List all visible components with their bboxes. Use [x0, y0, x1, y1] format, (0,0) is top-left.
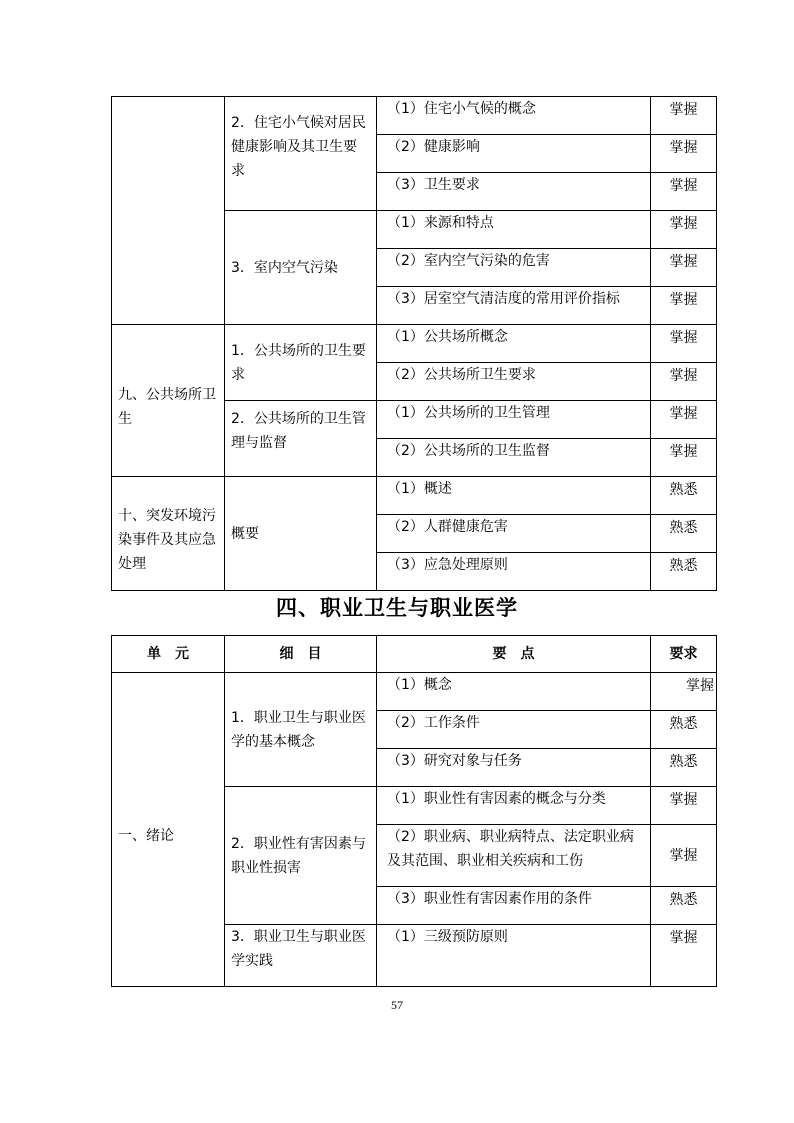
- unit-cell-blank: [112, 97, 225, 325]
- requirement-cell: 掌握: [651, 439, 717, 477]
- requirement-cell: 掌握: [651, 673, 717, 711]
- detail-basic-concepts: 1．职业卫生与职业医学的基本概念: [225, 673, 377, 787]
- detail-public-places-requirements: 1．公共场所的卫生要求: [225, 325, 377, 401]
- requirement-cell: 熟悉: [651, 553, 717, 591]
- occupational-health-table: [111, 635, 717, 987]
- unit-public-places: 九、公共场所卫生: [112, 325, 225, 477]
- header-requirement: 要求: [651, 636, 717, 673]
- exam-outline-table-continued: [111, 96, 717, 591]
- requirement-cell: 掌握: [651, 173, 717, 211]
- point-cell: （3）应急处理原则: [377, 553, 651, 591]
- point-cell: （2）职业病、职业病特点、法定职业病及其范围、职业相关疾病和工伤: [377, 825, 651, 887]
- point-cell: （1）概述: [377, 477, 651, 515]
- point-cell: （1）来源和特点: [377, 211, 651, 249]
- detail-occupational-hazards: 2．职业性有害因素与职业性损害: [225, 787, 377, 925]
- detail-public-places-management: 2．公共场所的卫生管理与监督: [225, 401, 377, 477]
- unit-introduction: 一、绪论: [112, 673, 225, 987]
- point-cell: （1）公共场所概念: [377, 325, 651, 363]
- requirement-cell: 熟悉: [651, 887, 717, 925]
- requirement-cell: 熟悉: [651, 477, 717, 515]
- point-cell: （3）卫生要求: [377, 173, 651, 211]
- point-cell: （2）室内空气污染的危害: [377, 249, 651, 287]
- header-unit: 单 元: [112, 636, 225, 673]
- point-cell: （2）工作条件: [377, 711, 651, 749]
- table-header-row: [112, 636, 717, 673]
- header-point: 要 点: [377, 636, 651, 673]
- detail-overview: 概要: [225, 477, 377, 591]
- requirement-cell: 熟悉: [651, 749, 717, 787]
- point-cell: （1）概念: [377, 673, 651, 711]
- detail-practice: 3．职业卫生与职业医学实践: [225, 925, 377, 987]
- page-number: 57: [391, 998, 403, 1012]
- point-cell: （3）职业性有害因素作用的条件: [377, 887, 651, 925]
- point-cell: （2）人群健康危害: [377, 515, 651, 553]
- point-cell: （1）住宅小气候的概念: [377, 97, 651, 135]
- requirement-cell: 掌握: [651, 211, 717, 249]
- header-detail: 细 目: [225, 636, 377, 673]
- point-cell: （3）研究对象与任务: [377, 749, 651, 787]
- unit-environmental-emergency: 十、突发环境污染事件及其应急处理: [112, 477, 225, 591]
- section-title: 四、职业卫生与职业医学: [276, 595, 518, 620]
- requirement-cell: 熟悉: [651, 711, 717, 749]
- requirement-cell: 掌握: [651, 401, 717, 439]
- requirement-cell: 掌握: [651, 97, 717, 135]
- requirement-cell: 掌握: [651, 363, 717, 401]
- requirement-cell: 掌握: [651, 249, 717, 287]
- point-cell: （1）三级预防原则: [377, 925, 651, 987]
- point-cell: （3）居室空气清洁度的常用评价指标: [377, 287, 651, 325]
- detail-indoor-air-pollution: 3．室内空气污染: [225, 211, 377, 325]
- requirement-cell: 掌握: [651, 325, 717, 363]
- point-cell: （1）职业性有害因素的概念与分类: [377, 787, 651, 825]
- requirement-cell: 掌握: [651, 287, 717, 325]
- point-cell: （1）公共场所的卫生管理: [377, 401, 651, 439]
- point-cell: （2）公共场所卫生要求: [377, 363, 651, 401]
- detail-housing-microclimate: 2．住宅小气候对居民健康影响及其卫生要求: [225, 97, 377, 211]
- requirement-cell: 熟悉: [651, 515, 717, 553]
- requirement-cell: 掌握: [651, 135, 717, 173]
- point-cell: （2）公共场所的卫生监督: [377, 439, 651, 477]
- requirement-cell: 掌握: [651, 787, 717, 825]
- requirement-cell: 掌握: [651, 825, 717, 887]
- requirement-cell: 掌握: [651, 925, 717, 987]
- point-cell: （2）健康影响: [377, 135, 651, 173]
